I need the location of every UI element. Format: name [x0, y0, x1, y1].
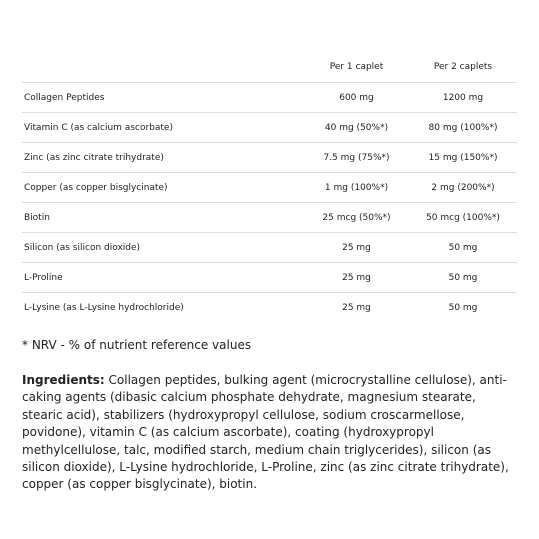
- nutrient-name: Vitamin C (as calcium ascorbate): [22, 113, 304, 143]
- per-1-caplet-value: 600 mg: [304, 83, 409, 113]
- table-row: [22, 293, 517, 323]
- per-1-caplet-value: 7.5 mg (75%*): [304, 143, 409, 173]
- table-row: [22, 143, 517, 173]
- per-1-caplet-value: 25 mg: [304, 233, 409, 263]
- per-2-caplets-value: 50 mcg (100%*): [409, 203, 517, 233]
- table-header-row: [22, 52, 517, 83]
- per-1-caplet-value: 40 mg (50%*): [304, 113, 409, 143]
- ingredients-label: Ingredients:: [22, 373, 105, 387]
- ingredients-paragraph: [22, 372, 520, 494]
- nutrient-name: L-Proline: [22, 263, 304, 293]
- per-2-caplets-value: 50 mg: [409, 293, 517, 323]
- per-2-caplets-value: 2 mg (200%*): [409, 173, 517, 203]
- per-2-caplets-value: 50 mg: [409, 233, 517, 263]
- per-1-caplet-value: 1 mg (100%*): [304, 173, 409, 203]
- per-1-caplet-value: 25 mcg (50%*): [304, 203, 409, 233]
- table-row: [22, 83, 517, 113]
- table-row: [22, 263, 517, 293]
- per-2-caplets-value: 15 mg (150%*): [409, 143, 517, 173]
- ingredients-text: Collagen peptides, bulking agent (microcrystalline cellulose), anti-caking agents (dibasic calcium phosphate dehydrate, magnesium stearate, stearic acid), stabilizers (hydroxypropyl cellulose, sodium croscarmellose, povidone), vitamin C (as calcium ascorbate), coating (hydroxypropyl methylcellulose, talc, modified starch, medium chain triglycerides), silicon (as silicon dioxide), L-Lysine hydrochloride, L-Proline, zinc (as zinc citrate trihydrate), copper (as copper bisglycinate), biotin.: [22, 373, 509, 492]
- per-1-caplet-value: 25 mg: [304, 293, 409, 323]
- table-row: [22, 203, 517, 233]
- per-2-caplets-value: 1200 mg: [409, 83, 517, 113]
- table-row: [22, 113, 517, 143]
- nutrient-name: Collagen Peptides: [22, 83, 304, 113]
- per-2-caplets-value: 80 mg (100%*): [409, 113, 517, 143]
- nutrient-name: Zinc (as zinc citrate trihydrate): [22, 143, 304, 173]
- nrv-footnote: * NRV - % of nutrient reference values: [22, 338, 252, 352]
- header-per-2-caplets: Per 2 caplets: [433, 62, 493, 72]
- per-1-caplet-value: 25 mg: [304, 263, 409, 293]
- per-2-caplets-value: 50 mg: [409, 263, 517, 293]
- nutrition-table: [22, 52, 517, 322]
- nutrient-name: L-Lysine (as L-Lysine hydrochloride): [22, 293, 304, 323]
- table-row: [22, 233, 517, 263]
- nutrient-name: Biotin: [22, 203, 304, 233]
- nutrient-name: Silicon (as silicon dioxide): [22, 233, 304, 263]
- header-per-1-caplet: Per 1 caplet: [329, 62, 384, 72]
- header-nutrient: [22, 52, 304, 83]
- table-row: [22, 173, 517, 203]
- nutrient-name: Copper (as copper bisglycinate): [22, 173, 304, 203]
